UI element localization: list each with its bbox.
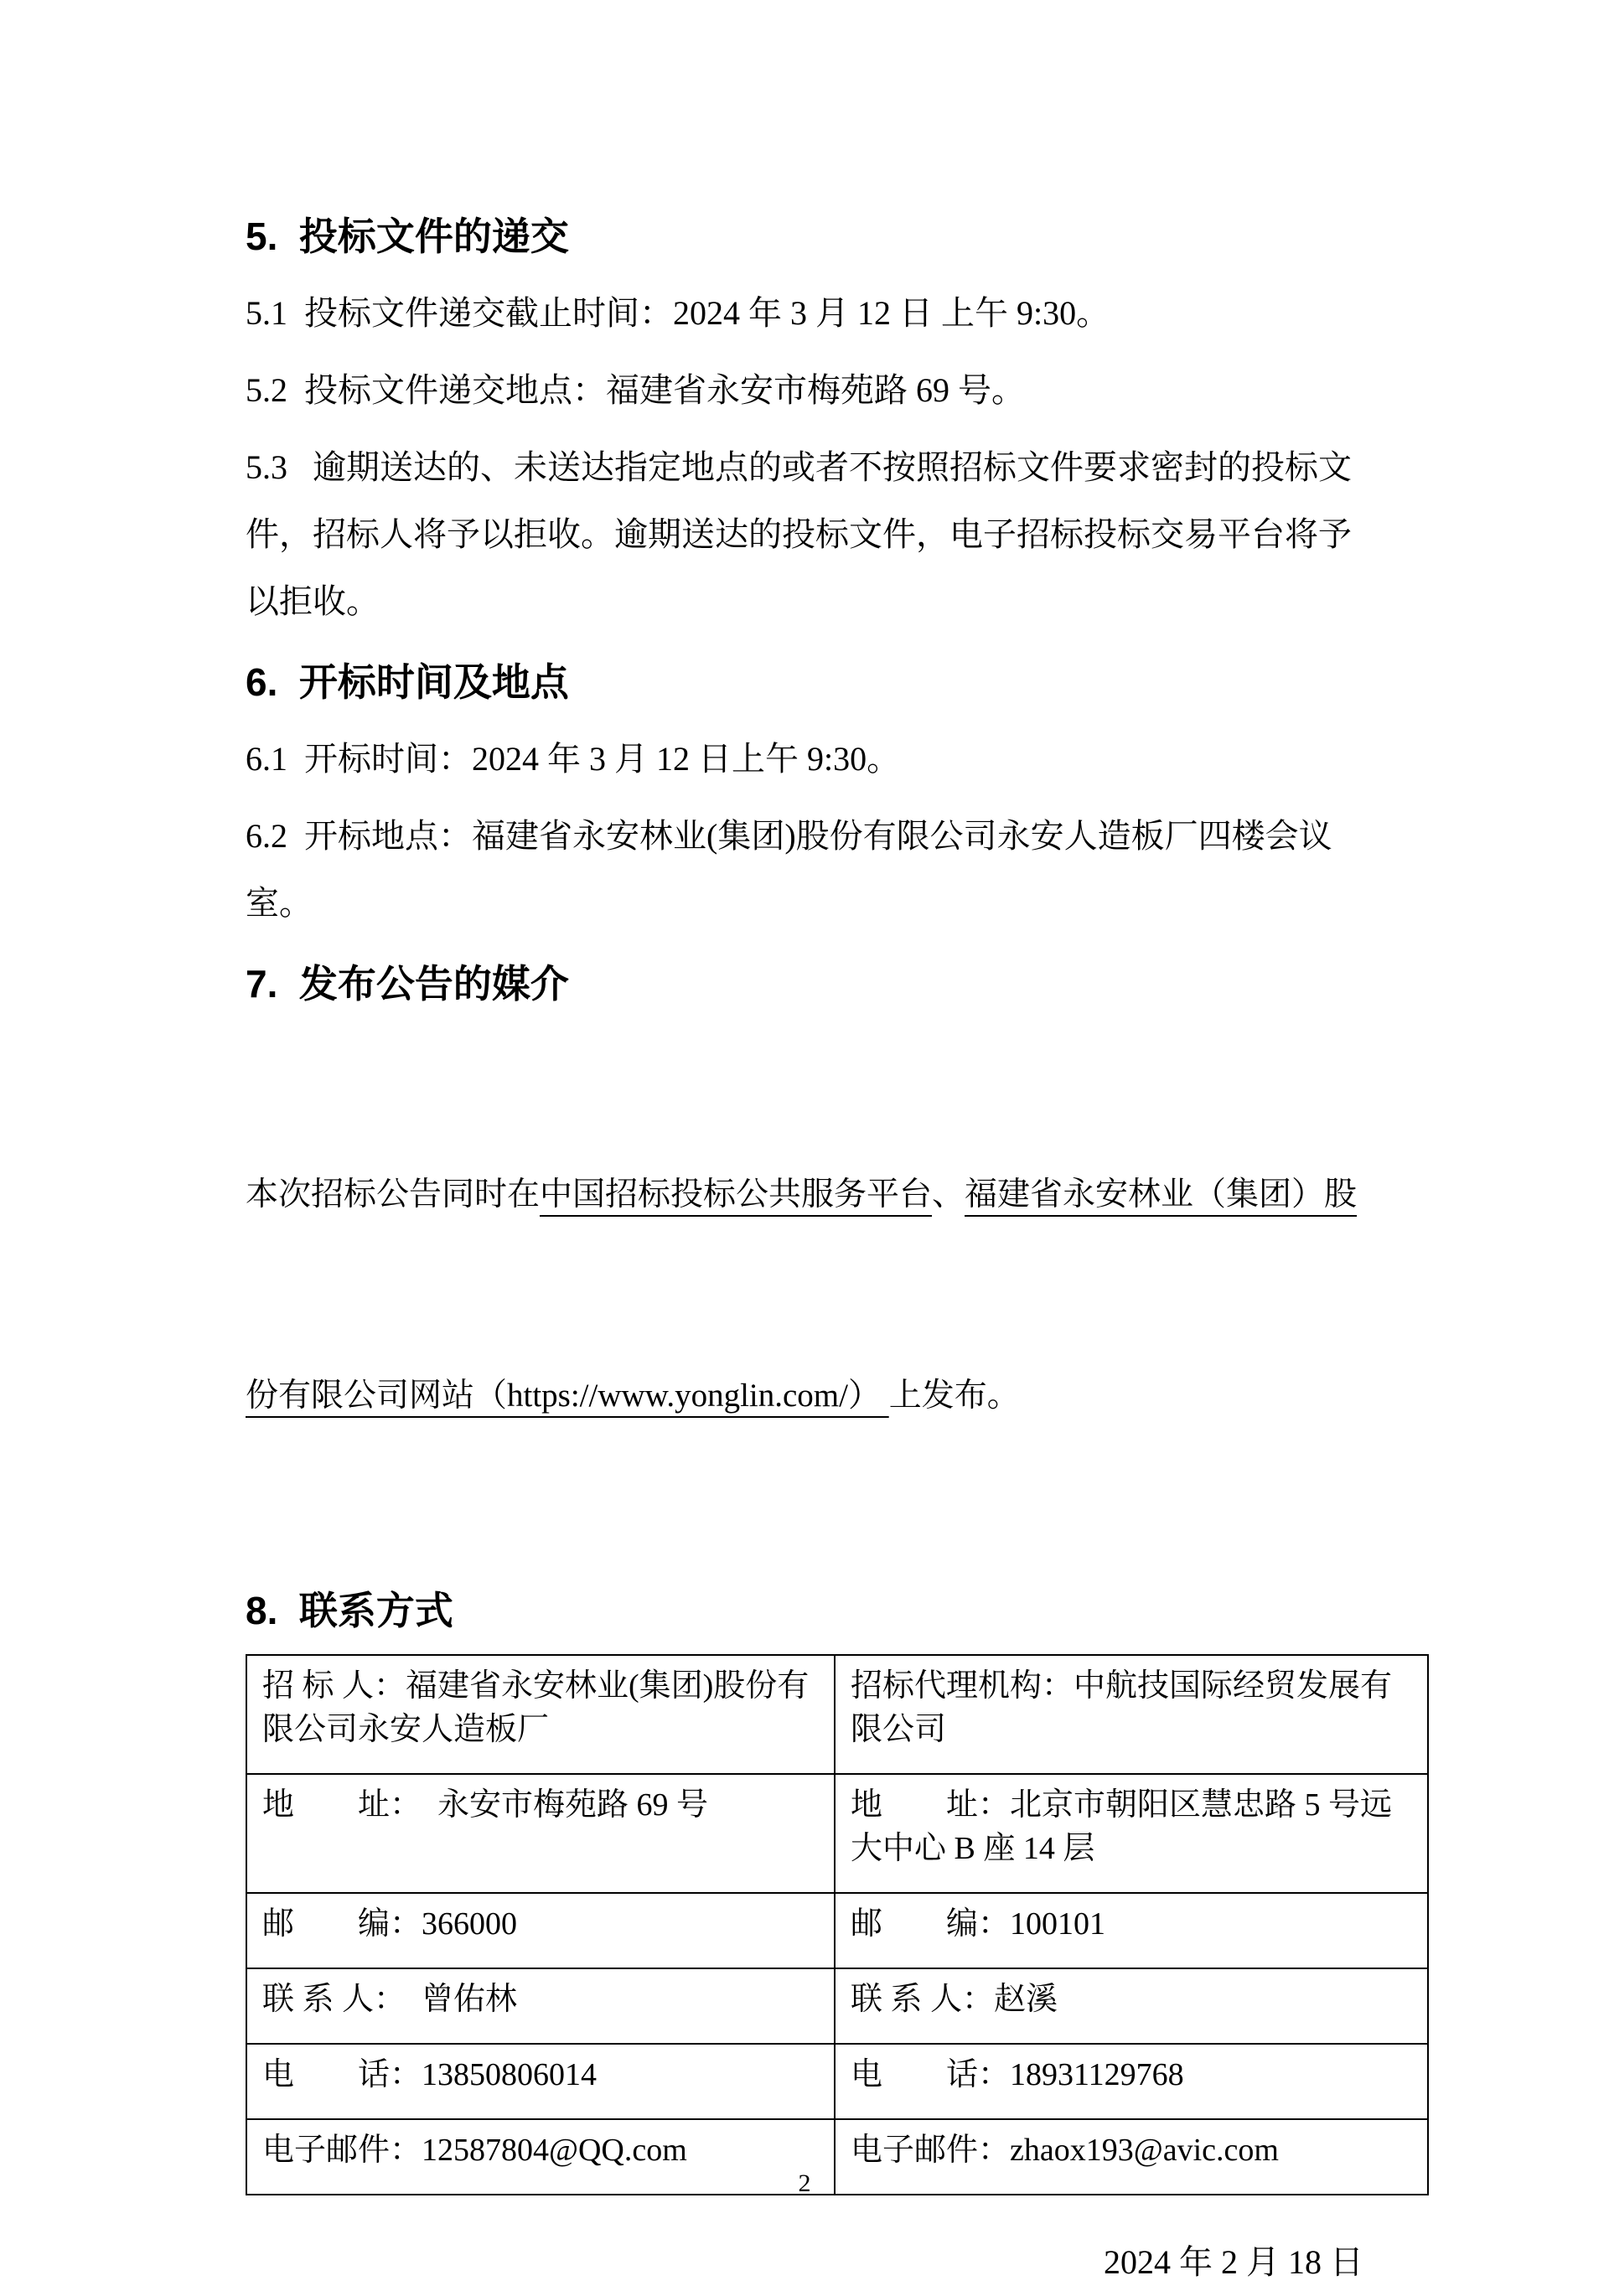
section-8-heading: 8. 联系方式 <box>246 1589 453 1632</box>
paragraph-5-2: 5.2 投标文件递交地点：福建省永安市梅苑路 69 号。 <box>246 371 1025 409</box>
contact-table <box>246 1654 1429 2195</box>
media-paragraph <box>246 1027 1363 1564</box>
announcement-date: 2024 年 2 月 18 日 <box>1104 2243 1363 2281</box>
media-text: 本次招标公告同时在 <box>246 1176 541 1213</box>
page-number: 2 <box>798 2169 811 2197</box>
table-row-address <box>246 1774 1428 1893</box>
agency-address-cell: 地 址：北京市朝阳区慧忠路 5 号远大中心 B 座 14 层 <box>835 1774 1428 1893</box>
tenderer-email-cell: 电子邮件：12587804@QQ.com <box>246 2119 835 2195</box>
agency-postcode-cell: 邮 编：100101 <box>835 1893 1428 1968</box>
section-6-heading: 6. 开标时间及地点 <box>246 660 569 704</box>
paragraph-6-2: 6.2 开标地点：福建省永安林业(集团)股份有限公司永安人造板厂四楼会议室。 <box>246 817 1332 922</box>
document-page <box>246 211 1393 2296</box>
media-platform-2-url: 份有限公司网站（https://www.yonglin.com/） <box>246 1378 889 1414</box>
table-row-phone <box>246 2044 1428 2119</box>
media-platform-1: 中国招标投标公共服务平台 <box>540 1176 933 1213</box>
media-text-end: 上发布。 <box>888 1378 1020 1414</box>
tenderer-contact-cell: 联 系 人： 曾佑林 <box>246 1968 835 2044</box>
media-platform-2: 福建省永安林业（集团）股 <box>965 1176 1358 1213</box>
agency-cell: 招标代理机构：中航技国际经贸发展有限公司 <box>835 1655 1428 1774</box>
tenderer-phone-cell: 电 话：13850806014 <box>246 2044 835 2119</box>
tenderer-cell: 招 标 人：福建省永安林业(集团)股份有限公司永安人造板厂 <box>246 1655 835 1774</box>
agency-phone-cell: 电 话：18931129768 <box>835 2044 1428 2119</box>
section-5-heading: 5. 投标文件的递交 <box>246 215 569 258</box>
agency-contact-cell: 联 系 人：赵溪 <box>835 1968 1428 2044</box>
media-paragraph-line-2 <box>246 1363 1363 1430</box>
table-row-tenderer <box>246 1655 1428 1774</box>
agency-email-cell: 电子邮件：zhaox193@avic.com <box>835 2119 1428 2195</box>
table-row-postcode <box>246 1893 1428 1968</box>
section-7-heading: 7. 发布公告的媒介 <box>246 962 569 1006</box>
media-separator: 、 <box>932 1176 965 1213</box>
tenderer-address-cell: 地 址： 永安市梅苑路 69 号 <box>246 1774 835 1893</box>
paragraph-5-1: 5.1 投标文件递交截止时间：2024 年 3 月 12 日 上午 9:30。 <box>246 294 1110 332</box>
media-paragraph-line-1 <box>246 1161 1363 1228</box>
paragraph-5-3: 5.3 逾期送达的、未送达指定地点的或者不按照招标文件要求密封的投标文件，招标人将予以拒收。逾期送达的投标文件，电子招标投标交易平台将予以拒收。 <box>246 448 1352 620</box>
table-row-contact-person <box>246 1968 1428 2044</box>
tenderer-postcode-cell: 邮 编：366000 <box>246 1893 835 1968</box>
paragraph-6-1: 6.1 开标时间：2024 年 3 月 12 日上午 9:30。 <box>246 740 901 778</box>
